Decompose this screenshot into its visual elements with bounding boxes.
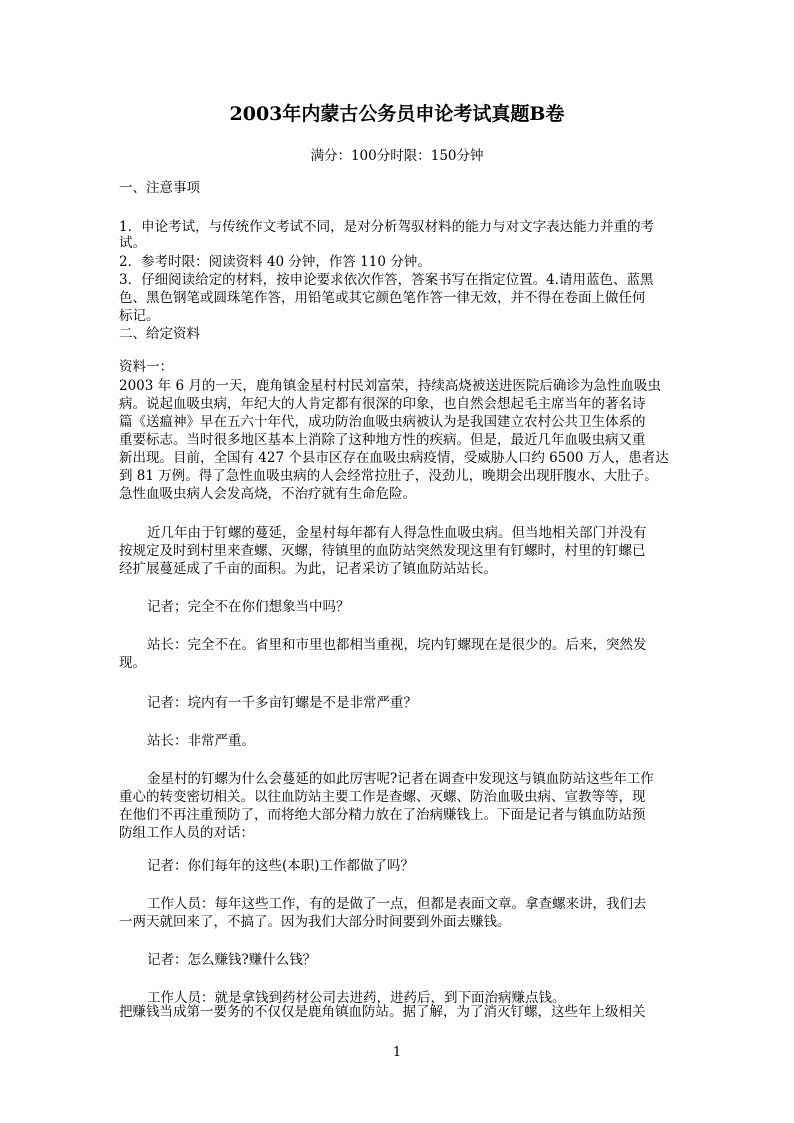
text-line: 新出现。目前，全国有 427 个县市区存在血吸虫病疫情，受威胁人口约 6500 万人，患者达 [119, 450, 669, 466]
text-line: 一两天就回来了，不搞了。因为我们大部分时间要到外面去赚钱。 [119, 914, 511, 930]
text-line: 3．仔细阅读给定的材料，按申论要求依次作答，答案书写在指定位置。4.请用蓝色、蓝黑 [119, 272, 654, 288]
text-line: 经扩展蔓延成了千亩的面积。为此，记者采访了镇血防站站长。 [119, 561, 497, 577]
text-line: 在他们不再注重预防了，而将绝大部分精力放在了治病赚钱上。下面是记者与镇血防站预 [119, 807, 646, 823]
text-line: 色、黑色钢笔或圆珠笔作答，用铅笔或其它颜色笔作答一律无效，并不得在卷面上做任何 [119, 290, 646, 306]
text-line: 防组工作人员的对话： [119, 825, 254, 841]
text-line: 现。 [119, 655, 146, 671]
text-line: 金星村的钉螺为什么会蔓延的如此厉害呢?记者在调查中发现这与镇血防站这些年工作 [147, 771, 654, 787]
text-line: 重要标志。当时很多地区基本上消除了这种地方性的疾病。但是，最近几年血吸虫病又重 [119, 432, 646, 448]
text-line: 急性血吸虫病人会发高烧，不治疗就有生命危险。 [119, 486, 416, 502]
text-line: 近几年由于钉螺的蔓延，金星村每年都有人得急性血吸虫病。但当地相关部门并没有 [147, 525, 647, 541]
text-line: 2003 年 6 月的一天，鹿角镇金星村村民刘富荣，持续高烧被送进医院后确诊为急性血吸虫 [119, 378, 661, 394]
text-line: 标记。 [119, 308, 160, 324]
document-title: 2003年内蒙古公务员申论考试真题B卷 [229, 103, 565, 125]
text-line: 记者：怎么赚钱?赚什么钱？ [147, 952, 317, 968]
text-line: 记者；完全不在你们想象当中吗？ [147, 599, 350, 615]
text-line: 到 81 万例。得了急性血吸虫病的人会经常拉肚子，没劲儿，晚期会出现肝腹水、大肚子。 [119, 468, 658, 484]
text-line: 按规定及时到村里来查螺、灭螺，待镇里的血防站突然发现这里有钉螺时，村里的钉螺已 [119, 543, 646, 559]
text-line: 1．申论考试，与传统作文考试不同，是对分析驾驭材料的能力与对文字表达能力并重的考 [119, 219, 655, 235]
text-line: 一、注意事项 [119, 180, 200, 196]
text-line: 把赚钱当成第一要务的不仅仅是鹿角镇血防站。据了解，为了消灭钉螺，这些年上级相关 [119, 1004, 646, 1020]
text-line: 病。说起血吸虫病，年纪大的人肯定都有很深的印象，也自然会想起毛主席当年的著名诗 [119, 396, 646, 412]
text-line: 站长：完全不在。省里和市里也都相当重视，垸内钉螺现在是很少的。后来，突然发 [147, 637, 647, 653]
text-line: 记者：垸内有一千多亩钉螺是不是非常严重？ [147, 695, 417, 711]
text-line: 2．参考时限：阅读资料 40 分钟，作答 110 分钟。 [119, 254, 431, 270]
exam-info: 满分：100分时限：150分钟 [310, 148, 484, 164]
text-line: 二、给定资料 [119, 326, 200, 342]
text-line: 工作人员：每年这些工作，有的是做了一点，但都是表面文章。拿查螺来讲，我们去 [147, 896, 647, 912]
text-line: 记者：你们每年的这些(本职)工作都做了吗？ [147, 858, 415, 874]
text-line: 站长：非常严重。 [147, 733, 255, 749]
text-line: 工作人员：就是拿钱到药材公司去进药，进药后，到下面治病赚点钱。 [147, 990, 566, 1006]
text-line: 资料一： [119, 359, 173, 375]
text-line: 试。 [119, 235, 146, 251]
text-line: 重心的转变密切相关。以往血防站主要工作是查螺、灭螺、防治血吸虫病、宣教等等，现 [119, 789, 646, 805]
text-line: 篇《送瘟神》早在五六十年代，成功防治血吸虫病被认为是我国建立农村公共卫生体系的 [119, 414, 646, 430]
page-number: 1 [392, 1045, 402, 1060]
